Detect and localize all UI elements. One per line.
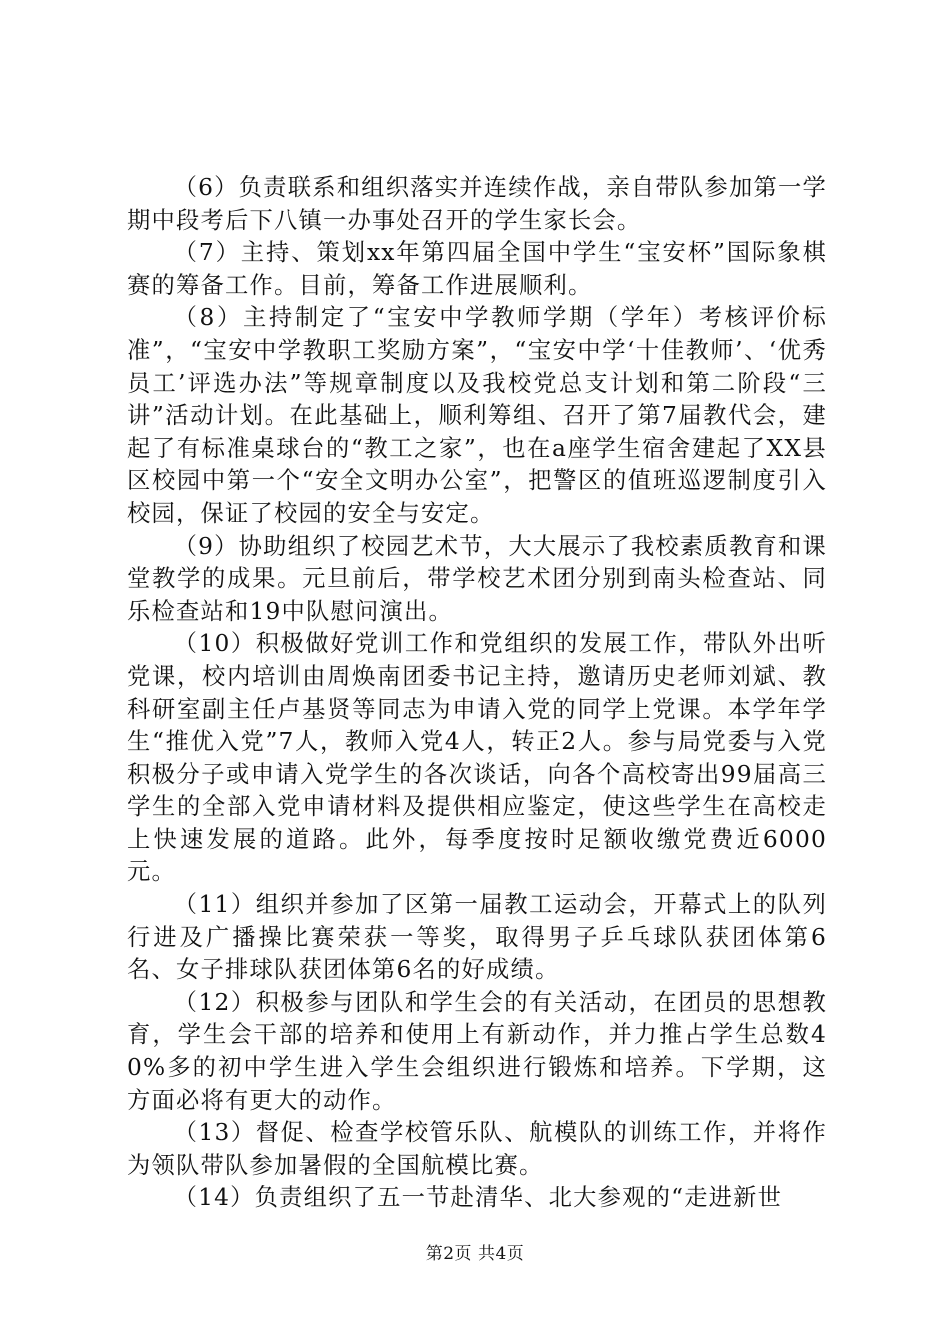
page-footer: 第2页 共4页 bbox=[425, 1244, 525, 1264]
paragraph-item-9: （9）协助组织了校园艺术节，大大展示了我校素质教育和课堂教学的成果。元旦前后，带学校艺术团分别到南头检查站、同乐检查站和19中队慰问演出。 bbox=[127, 532, 827, 625]
paragraph-item-10: （10）积极做好党训工作和党组织的发展工作，带队外出听党课，校内培训由周焕南团委书记主持，邀请历史老师刘斌、教科研室副主任卢基贤等同志为申请入党的同学上党课。本学年学生“推优入党”7人，教师入党4人，转正2人。参与局党委与入党积极分子或申请入党学生的各次谈话，向各个高校寄出99届高三学生的全部入党申请材料及提供相应鉴定，使这些学生在高校走上快速发展的道路。此外，每季度按时足额收缴党费近6000元。 bbox=[127, 630, 827, 886]
paragraph-item-13: （13）督促、检查学校管乐队、航模队的训练工作，并将作为领队带队参加暑假的全国航模比赛。 bbox=[127, 1119, 827, 1179]
paragraph-item-14: （14）负责组织了五一节赴清华、北大参观的“走进新世 bbox=[173, 1184, 783, 1212]
paragraph-item-12: （12）积极参与团队和学生会的有关活动，在团员的思想教育，学生会干部的培养和使用上有新动作，并力推占学生总数40%多的初中学生进入学生会组织进行锻炼和培养。下学期，这方面必将有更大的动作。 bbox=[127, 988, 827, 1114]
paragraph-item-6: （6）负责联系和组织落实并连续作战，亲自带队参加第一学期中段考后下八镇一办事处召开的学生家长会。 bbox=[127, 174, 827, 234]
paragraph-item-8: （8）主持制定了“宝安中学教师学期（学年）考核评价标准”，“宝安中学教职工奖励方案”，“宝安中学‘十佳教师’、‘优秀员工’评选办法”等规章制度以及我校党总支计划和第二阶段“三讲”活动计划。在此基础上，顺利筹组、召开了第7届教代会，建起了有标准桌球台的“教工之家”，也在a座学生宿舍建起了XX县区校园中第一个“安全文明办公室”，把警区的值班巡逻制度引入校园，保证了校园的安全与安定。 bbox=[127, 304, 827, 527]
document-body bbox=[127, 172, 827, 1215]
paragraph-item-11: （11）组织并参加了区第一届教工运动会，开幕式上的队列行进及广播操比赛荣获一等奖，取得男子乒乓球队获团体第6名、女子排球队获团体第6名的好成绩。 bbox=[127, 891, 827, 984]
paragraph-item-7: （7）主持、策划xx年第四届全国中学生“宝安杯”国际象棋赛的筹备工作。目前，筹备工作进展顺利。 bbox=[127, 239, 827, 299]
